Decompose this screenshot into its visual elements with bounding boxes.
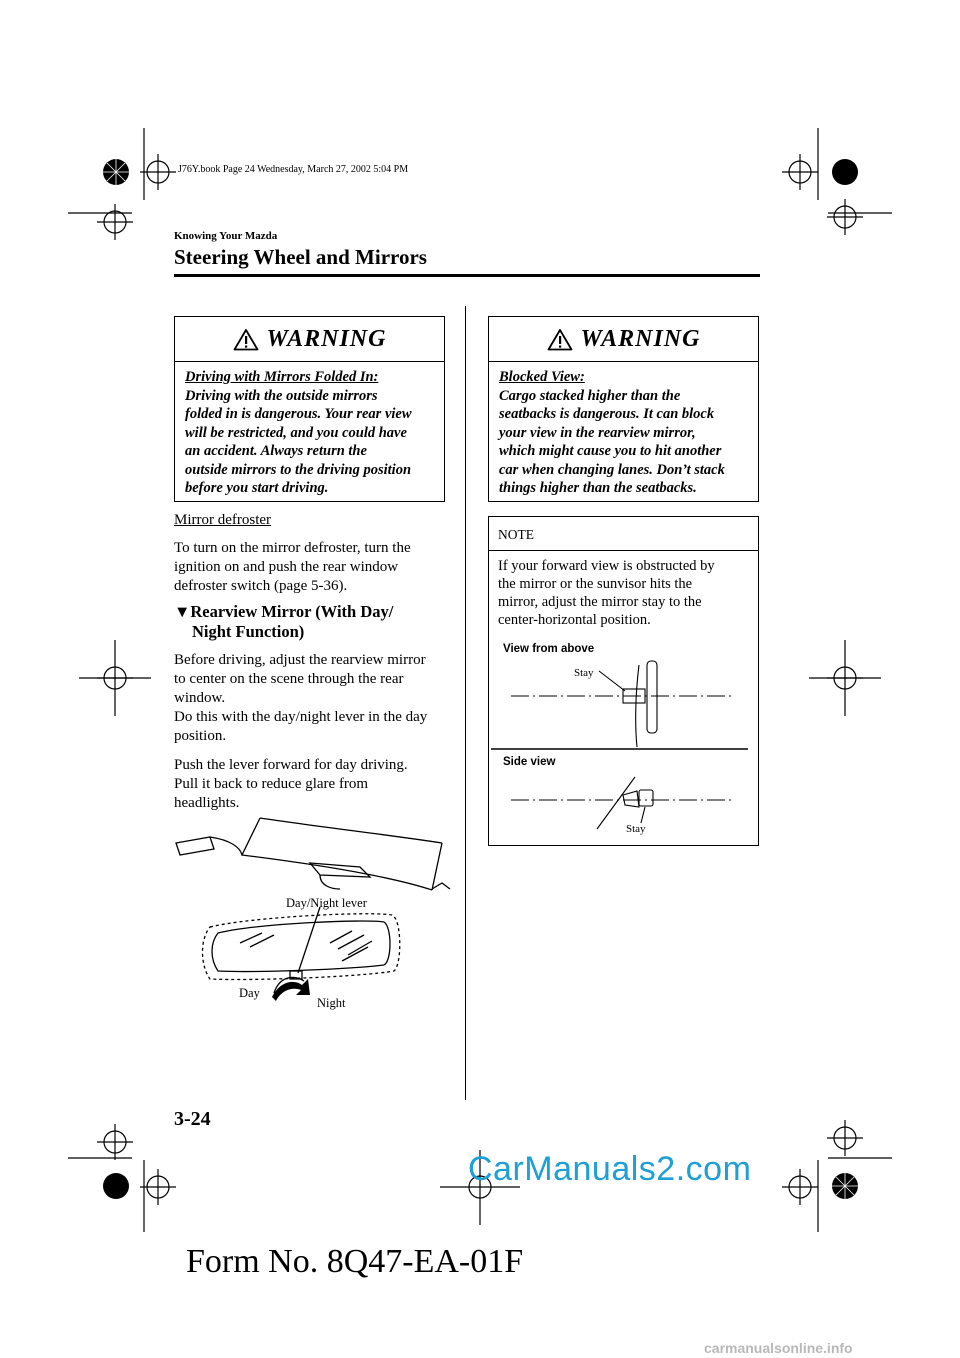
text-line: to center on the scene through the rear <box>174 671 404 687</box>
warning-label: WARNING <box>266 325 387 352</box>
warning-body <box>489 362 758 498</box>
warning-heading: Driving with Mirrors Folded In: <box>185 369 379 385</box>
heading-line: Night Function) <box>192 622 305 641</box>
warning-box-blocked-view <box>488 316 759 502</box>
side-view-label: Side view <box>503 756 556 768</box>
warning-triangle-icon <box>547 328 573 351</box>
mirror-defroster-text <box>174 539 464 596</box>
section-label: Knowing Your Mazda <box>174 230 278 242</box>
footer-site-url: carmanualsonline.info <box>704 1340 853 1356</box>
text-line: position. <box>174 728 227 744</box>
warning-line: car when changing lanes. Don’t stack <box>499 461 725 478</box>
warning-line: your view in the rearview mirror, <box>499 424 696 441</box>
warning-heading: Blocked View: <box>499 369 585 385</box>
warning-line: things higher than the seatbacks. <box>499 480 697 496</box>
day-night-lever-label: Day/Night lever <box>286 896 367 910</box>
text-line: Before driving, adjust the rearview mirror <box>174 652 426 668</box>
warning-line: outside mirrors to the driving position <box>185 461 412 478</box>
title-rule <box>174 274 760 277</box>
watermark-logo: CarManuals2.com <box>468 1150 752 1188</box>
text-line: Do this with the day/night lever in the day <box>174 709 428 725</box>
text-line: ignition on and push the rear window <box>174 559 399 575</box>
text-line: defroster switch (page 5-36). <box>174 578 348 594</box>
note-box <box>488 516 759 846</box>
warning-triangle-icon <box>233 328 259 351</box>
text-line: center-horizontal position. <box>498 612 651 628</box>
note-title: NOTE <box>498 527 534 542</box>
rearview-mirror-heading <box>174 602 393 642</box>
rearview-paragraph-1 <box>174 651 464 746</box>
book-stamp: J76Y.book Page 24 Wednesday, March 27, 2002 5:04 PM <box>178 164 409 175</box>
heading-line: Rearview Mirror (With Day/ <box>190 602 394 621</box>
mirror-defroster-heading: Mirror defroster <box>174 512 272 528</box>
warning-box-mirrors-folded <box>174 316 445 502</box>
note-text <box>498 557 750 629</box>
day-label: Day <box>239 986 260 1000</box>
rearview-mirror-illustration <box>170 815 455 1015</box>
page-number: 3-24 <box>174 1108 211 1130</box>
text-line: To turn on the mirror defroster, turn the <box>174 540 411 556</box>
warning-header <box>175 317 444 362</box>
triangle-bullet-icon: ▼ <box>174 602 191 621</box>
note-rule <box>489 550 758 551</box>
warning-line: which might cause you to hit another <box>499 443 722 459</box>
text-line: mirror, adjust the mirror stay to the <box>498 594 702 610</box>
warning-line: Driving with the outside mirrors <box>185 387 378 404</box>
warning-header <box>489 317 758 362</box>
warning-label: WARNING <box>580 325 701 352</box>
stay-label-top: Stay <box>574 667 594 679</box>
view-from-above-label: View from above <box>503 643 595 655</box>
text-line: headlights. <box>174 795 240 811</box>
warning-line: seatbacks is dangerous. It can block <box>499 406 715 422</box>
text-line: window. <box>174 690 226 706</box>
column-divider <box>465 306 466 1100</box>
warning-line: will be restricted, and you could have <box>185 424 407 441</box>
warning-line: Cargo stacked higher than the <box>499 387 681 404</box>
warning-line: an accident. Always return the <box>185 443 367 459</box>
text-line: Pull it back to reduce glare from <box>174 776 369 792</box>
warning-line: before you start driving. <box>185 480 329 496</box>
mirror-stay-diagram <box>489 637 758 842</box>
night-label: Night <box>317 996 346 1010</box>
text-line: Push the lever forward for day driving. <box>174 757 408 773</box>
stay-label-bottom: Stay <box>626 823 646 835</box>
text-line: If your forward view is obstructed by <box>498 558 715 574</box>
form-number: Form No. 8Q47-EA-01F <box>186 1243 524 1280</box>
warning-line: folded in is dangerous. Your rear view <box>185 406 412 422</box>
page-title: Steering Wheel and Mirrors <box>174 245 427 269</box>
rearview-paragraph-2 <box>174 756 464 813</box>
text-line: the mirror or the sunvisor hits the <box>498 576 693 592</box>
warning-body <box>175 362 444 498</box>
